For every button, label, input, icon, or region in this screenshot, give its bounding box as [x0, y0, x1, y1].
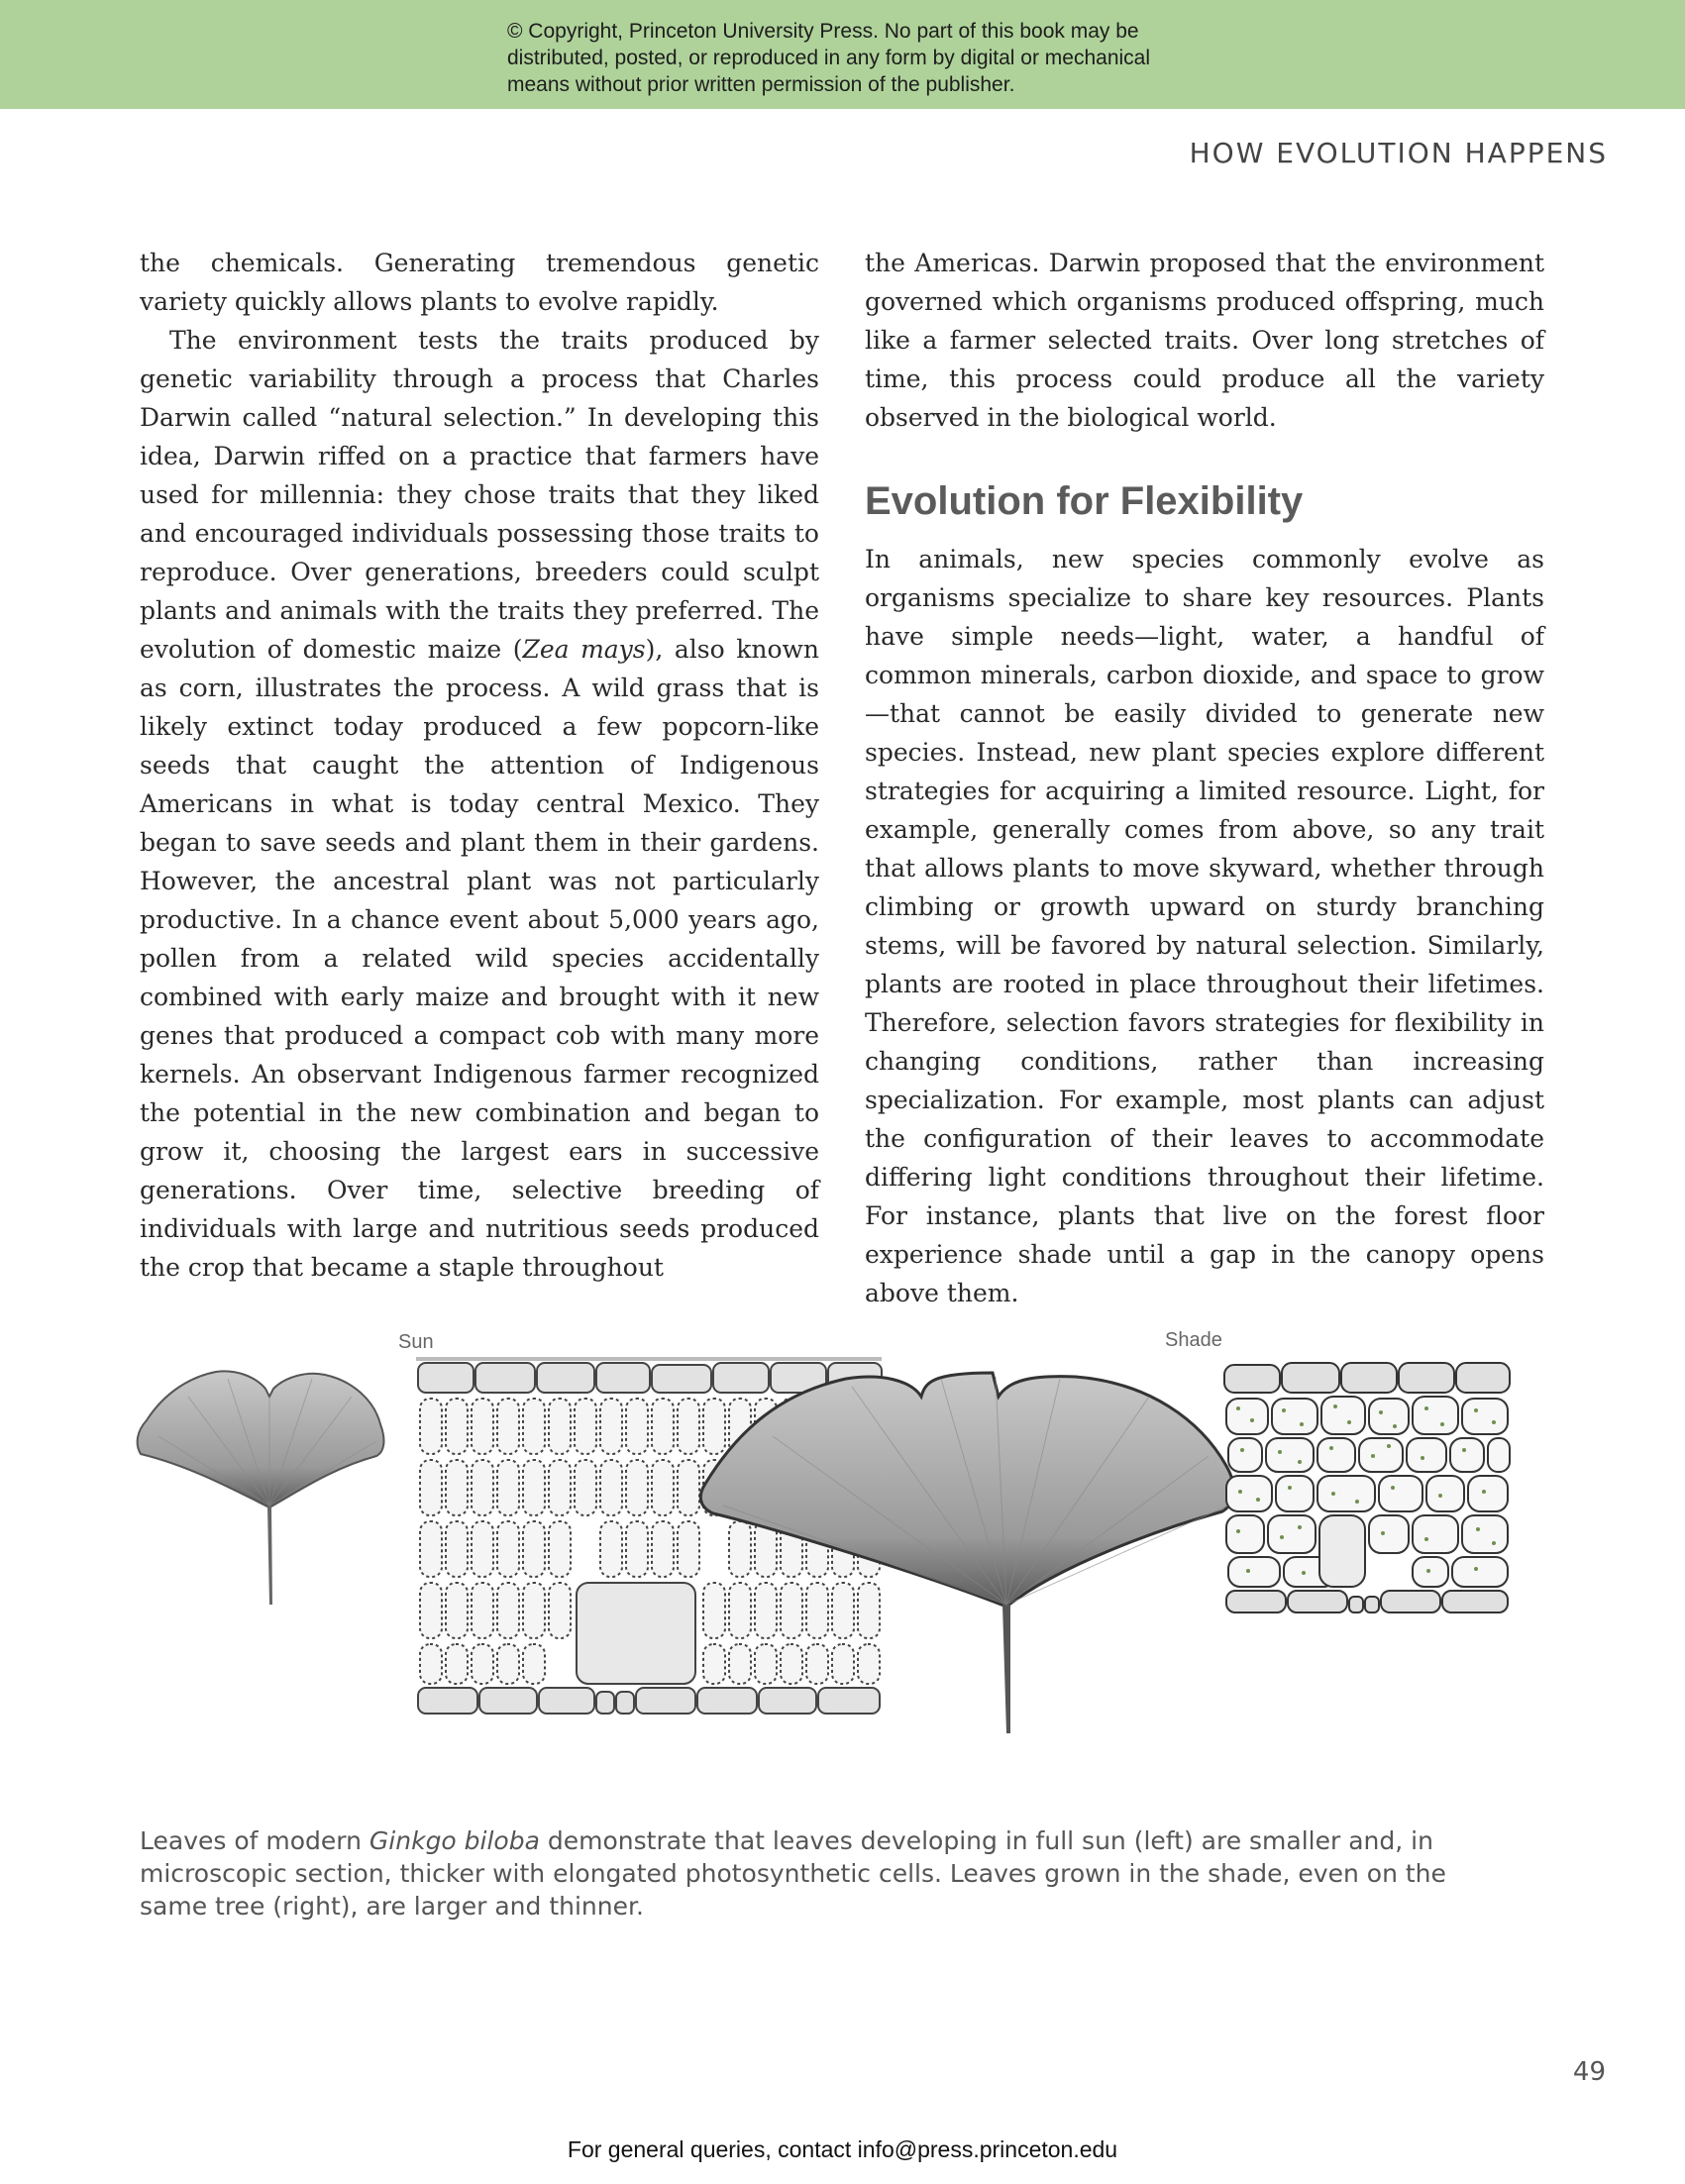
- figure-illustration: [129, 1317, 1555, 1753]
- caption-text: Leaves of modern: [140, 1826, 369, 1855]
- section-heading: Evolution for Flexibility: [865, 479, 1304, 523]
- paragraph: the Americas. Darwin proposed that the environment governed which organisms produced offspring, much like a farmer selected traits. Over long stretches of time, this process could produce all the variety observed in the biological world.: [865, 249, 1544, 432]
- paragraph: the chemicals. Generating tremendous genetic variety quickly allows plants to evolve rapidly.: [140, 249, 819, 316]
- caption-text: demonstrate that leaves developing in full sun (left) are smaller and, in microscopic section, thicker with elongated photosynthetic cells. Leaves grown in the shade, even on the same tree (right), are larger and thinner.: [140, 1826, 1446, 1921]
- ginkgo-figure: [129, 1317, 1555, 1753]
- figure-caption: [140, 1824, 1487, 1923]
- paragraph-text: ), also known as corn, illustrates the process. A wild grass that is likely extinct today produced a few popcorn-like seeds that caught the attention of Indigenous Americans in what is today central Mexico. They began to save seeds and plant them in their gardens. However, the ancestral plant was not particularly productive. In a chance event about 5,000 years ago, pollen from a related wild species accidentally combined with early maize and brought with it new genes that produced a compact cob with many more kernels. An observant Indigenous farmer recognized the potential in the new combination and began to grow it, choosing the largest ears in successive generations. Over time, selective breeding of individuals with large and nutritious seeds produced the crop that became a staple throughout: [140, 635, 819, 1282]
- left-column: [140, 244, 819, 1287]
- right-column: [865, 244, 1544, 1312]
- species-name: Zea mays: [522, 635, 646, 664]
- sun-leaf-icon: [138, 1371, 384, 1605]
- page-number: 49: [1572, 2057, 1606, 2087]
- paragraph: In animals, new species commonly evolve as organisms specialize to share key resources. Plants have simple needs—light, water, a handful of common minerals, carbon dioxide, and space to grow—that cannot be easily divided to generate new species. Instead, new plant species explore different strategies for acquiring a limited resource. Light, for example, generally comes from above, so any trait that allows plants to move skyward, whether through climbing or growth upward on sturdy branching stems, will be favored by natural selection. Similarly, plants are rooted in place throughout their lifetimes. Therefore, selection favors strategies for flexibility in changing conditions, rather than increasing specialization. For example, most plants can adjust the configuration of their leaves to accommodate differing light conditions throughout their lifetime. For instance, plants that live on the forest floor experience shade until a gap in the canopy opens above them.: [865, 545, 1544, 1307]
- shade-leaf-cross-section: [1224, 1363, 1510, 1612]
- copyright-banner: [0, 0, 1685, 109]
- copyright-line-3: means without prior written permission of the publisher.: [507, 73, 1015, 96]
- paragraph: [140, 321, 819, 1287]
- running-head: HOW EVOLUTION HAPPENS: [1189, 137, 1608, 169]
- sun-label: Sun: [398, 1331, 434, 1353]
- copyright-notice: [507, 18, 1260, 98]
- paragraph-text: The environment tests the traits produced by genetic variability through a process that Charles Darwin called “natural selection.” In developing this idea, Darwin riffed on a practice that farmers have used for millennia: they chose traits that they liked and encouraged individuals possessing those traits to reproduce. Over generations, breeders could sculpt plants and animals with the traits they preferred. The evolution of domestic maize (: [140, 326, 819, 664]
- caption-species-name: Ginkgo biloba: [369, 1826, 540, 1855]
- copyright-line-2: distributed, posted, or reproduced in any form by digital or mechanical: [507, 47, 1151, 69]
- shade-label: Shade: [1165, 1329, 1222, 1351]
- contact-footer: For general queries, contact info@press.princeton.edu: [567, 2136, 1118, 2162]
- copyright-line-1: © Copyright, Princeton University Press. No part of this book may be: [507, 20, 1139, 43]
